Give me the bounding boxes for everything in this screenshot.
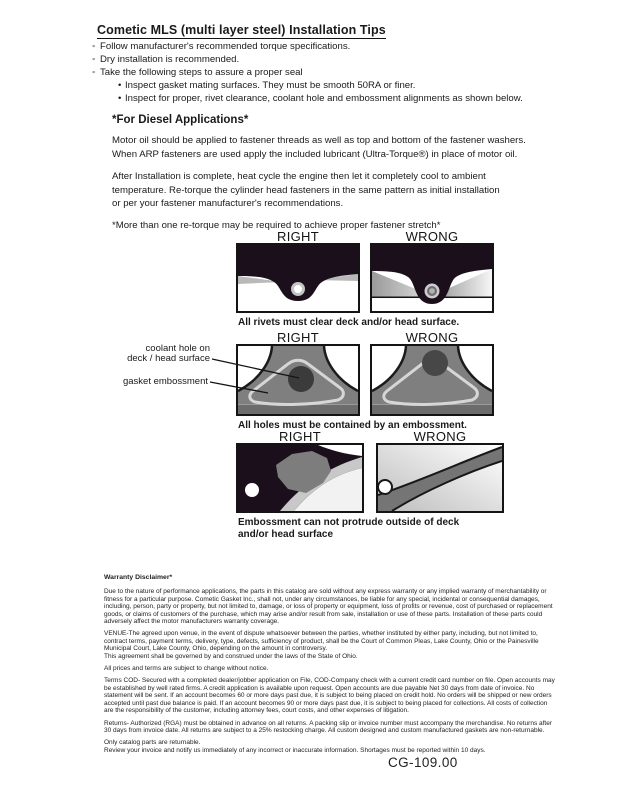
legal-line: Only catalog parts are returnable. (104, 739, 201, 747)
diagram-panels (236, 243, 618, 313)
dot-bullet-icon: • (118, 80, 122, 91)
tip-text: Take the following steps to assure a proper seal (100, 67, 303, 78)
rivet-clearance-diagram (0, 229, 618, 329)
tip-text: Follow manufacturer's recommended torque specifications. (100, 41, 351, 52)
legal-paragraph (104, 739, 544, 754)
diagram-caption: All holes must be contained by an embossment. (238, 420, 467, 431)
text-line: temperature. Re-torque the cylinder head fasteners in the same pattern as initial installation (112, 184, 500, 196)
tip-text: Dry installation is recommended. (100, 54, 240, 65)
legal-line: All prices and terms are subject to change without notice. (104, 665, 269, 673)
legal-line: 30 days from invoice date. All returns are subject to a 25% restocking charge. All custom designed and custom manufactured gaskets are non-returnable. (104, 726, 545, 734)
circle-bullet-icon: ◦ (92, 67, 96, 78)
tip-text: Inspect gasket mating surfaces. They must be smooth 50RA or finer. (125, 80, 416, 91)
legal-line: are the responsibility of the customer, including attorney fees, court costs, and other expenses of litigation. (104, 707, 409, 715)
list-item (92, 53, 523, 66)
legal-line: VENUE-The agreed upon venue, in the event of dispute whatsoever between the parties, whether instituted by either party, including, but not limited to, (104, 630, 538, 638)
text-line: *More than one re-torque may be required to achieve proper fastener stretch* (112, 220, 441, 232)
wrong-label: WRONG (405, 330, 459, 345)
section-heading: *For Diesel Applications* (112, 114, 249, 126)
caption-line: Embossment can not protrude outside of deck (238, 517, 460, 528)
embossment-right-panel (236, 443, 364, 513)
list-item (92, 66, 523, 79)
label-line: coolant hole on (145, 343, 210, 354)
diesel-applications-section (112, 114, 526, 242)
tip-text: Inspect for proper, rivet clearance, coolant hole and embossment alignments as shown below. (125, 93, 523, 104)
dot-bullet-icon: • (118, 93, 122, 104)
legal-heading: Warranty Disclaimer* (104, 574, 173, 581)
legal-paragraph (104, 665, 544, 672)
legal-line: be established by well rated firms. A credit application is available upon request. Open accounts are due payable Net 30 days from date of invoice. No (104, 684, 535, 692)
caption-line: and/or head surface (238, 528, 334, 540)
legal-line: accepted until past due balance is paid. If an account becomes 90 or more days past due, it is subject to being placed for collections. All costs of collection (104, 699, 548, 707)
bolt-hole (378, 480, 392, 494)
right-label: RIGHT (279, 429, 321, 444)
circle-bullet-icon: ◦ (92, 54, 96, 65)
legal-line: Terms COD- Secured with a completed dealer/jobber application on File, COD-Company check with a current credit card number on file. Open accounts may (104, 677, 555, 685)
diagram-labels (236, 330, 618, 344)
coolant-hole-diagram (0, 330, 618, 432)
diagram-panels (236, 344, 618, 416)
holes-wrong-panel (370, 344, 494, 416)
legal-paragraph (104, 588, 553, 626)
diagram-panels (236, 443, 618, 513)
rivet-wrong-panel (370, 243, 494, 313)
wrong-label: WRONG (413, 429, 467, 444)
legal-line: Review your invoice and notify us immediately of any incorrect or inaccurate information. Shortages must be reported within 10 days. (104, 746, 486, 754)
rivet-right-panel (236, 243, 360, 313)
wrong-label: WRONG (405, 229, 459, 244)
legal-line: Due to the nature of performance applications, the parts in this catalog are sold without any express warranty or any implied warranty of merchantability or (104, 588, 547, 596)
legal-line: Municipal Court, Lake County, Ohio, depending on the amount in controversy. (104, 645, 328, 653)
list-item (92, 40, 523, 53)
legal-paragraph (104, 630, 544, 660)
gasket-embossment-label: gasket embossment (122, 376, 208, 387)
legal-line: contract terms, payment terms, delivery, type, defects, sufficiency of product, shall be the Court of Common Pleas, Lake County, Ohio or the Painesville (104, 637, 539, 645)
legal-paragraph (104, 677, 555, 715)
text-line: When ARP fasteners are used apply the included lubricant (Ultra-Torque®) in place of motor oil. (112, 148, 518, 160)
bolt-hole (245, 483, 259, 497)
installation-tips-list (92, 40, 523, 105)
text-line: Motor oil should be applied to fastener threads as well as top and bottom of the fastener washers. (112, 135, 526, 147)
embossment-protrusion-diagram (0, 429, 618, 540)
label-line: deck / head surface (127, 353, 210, 364)
diagram-caption (238, 517, 618, 540)
rivet-center (429, 288, 435, 294)
legal-line: This agreement shall be governed by and construed under the laws of the State of Ohio. (104, 652, 358, 660)
coolant-hole (288, 366, 314, 392)
legal-line: fitness for a particular purpose. Cometic Gasket Inc., shall not, under any circumstances, be liable for any special, incidental or consequential damages, (104, 595, 540, 603)
page-code: CG-109.00 (388, 755, 458, 770)
list-item (118, 79, 523, 92)
list-item (118, 92, 523, 105)
warranty-disclaimer-section (104, 574, 555, 759)
text-line: After Installation is complete, heat cycle the engine then let it completely cool to ambient (112, 171, 486, 183)
legal-line: including, person, party or property, but not limited to, damage, or loss of property or equipment, loss of profits or revenue, cost of purchased or replacement (104, 603, 553, 611)
right-label: RIGHT (277, 229, 319, 244)
rivet-center (294, 285, 302, 293)
legal-line: goods, or claims of customers of the purchase, which may arise and/or result from sale, installation or use of these parts. Installation of these parts could (104, 610, 543, 618)
legal-line: adversely affect the motor manufacturers warranty coverage. (104, 618, 280, 626)
diagram-caption: All rivets must clear deck and/or head surface. (238, 317, 460, 328)
paragraph (112, 134, 526, 161)
coolant-hole (422, 350, 448, 376)
legal-line: Returns- Authorized (RGA) must be obtained in advance on all returns. A packing slip or invoice number must accompany the merchandise. No returns after (104, 719, 553, 727)
text-line: or per your fastener manufacturer's recommendations. (112, 198, 344, 210)
right-label: RIGHT (277, 330, 319, 345)
paragraph (112, 170, 526, 210)
page-title: Cometic MLS (multi layer steel) Installation Tips (97, 23, 386, 37)
legal-paragraph (104, 719, 553, 735)
coolant-hole-label (0, 344, 210, 364)
legal-line: statement will be sent. If an account becomes 60 or more days past due, it is subject to being placed on credit hold. No orders will be shipped or new orders (104, 692, 552, 700)
circle-bullet-icon: ◦ (92, 41, 96, 52)
embossment-wrong-panel (376, 443, 504, 513)
diagram-labels (236, 429, 618, 443)
diagram-labels (236, 229, 618, 243)
holes-right-panel (236, 344, 360, 416)
